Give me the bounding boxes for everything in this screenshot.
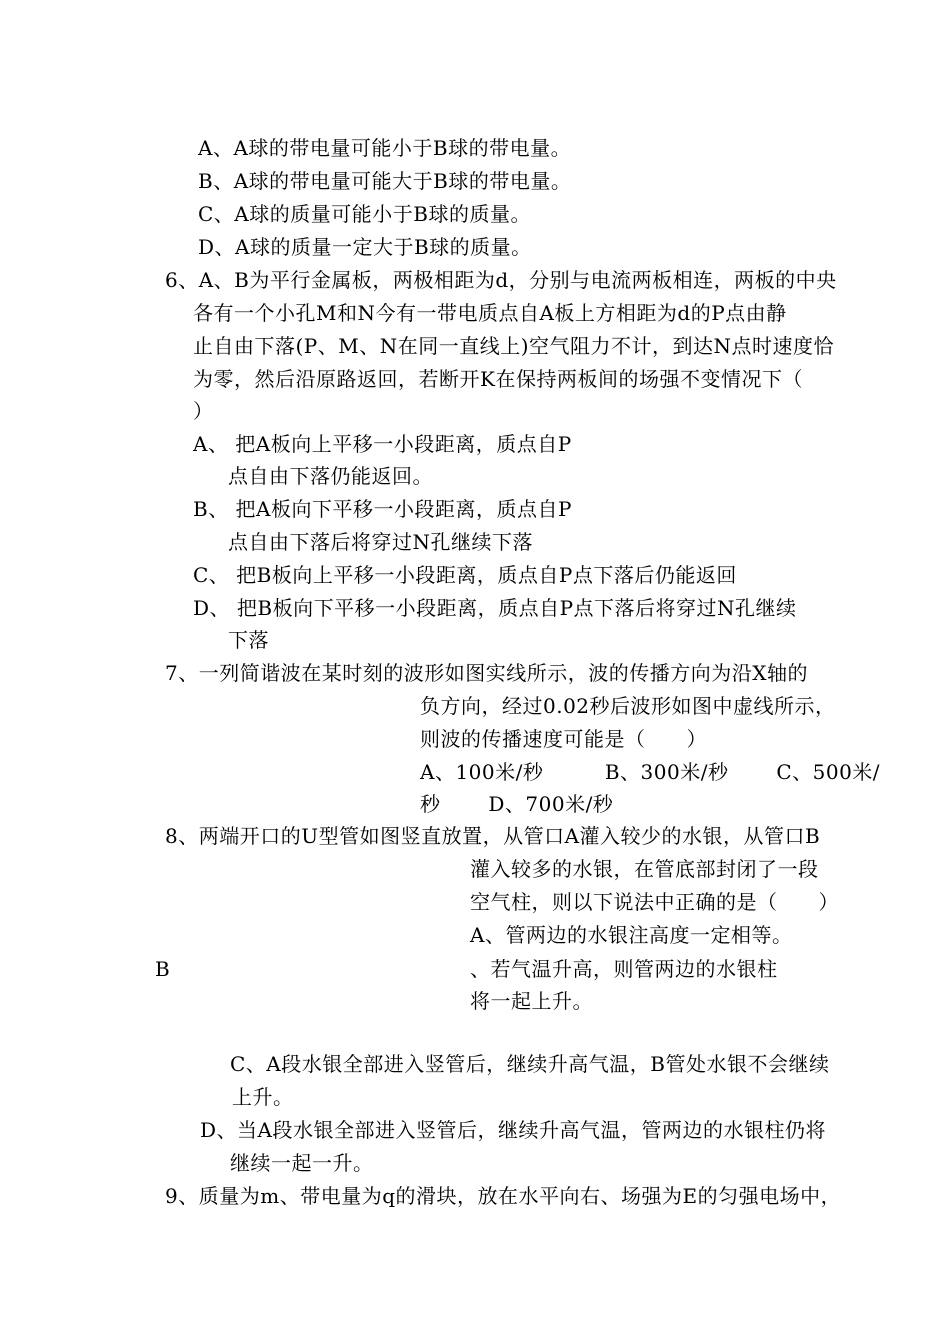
q6-option-a-cont: 点自由下落仍能返回。 [228, 464, 433, 488]
q8-option-a: A、管两边的水银注高度一定相等。 [470, 923, 793, 947]
q5-option-b: B、A球的带电量可能大于B球的带电量。 [198, 169, 572, 193]
q6-option-d-cont: 下落 [228, 628, 269, 652]
q6-stem-line: 止自由下落(P、M、N在同一直线上)空气阻力不计，到达N点时速度恰 [193, 334, 835, 358]
q7-options: 秒 D、700米/秒 [420, 792, 614, 816]
q5-option-c: C、A球的质量可能小于B球的质量。 [198, 202, 531, 226]
q8-option-d-cont: 继续一起一升。 [230, 1151, 374, 1175]
q8-line: 空气柱，则以下说法中正确的是（ ） [470, 890, 839, 914]
q6-option-c: C、 把B板向上平移一小段距离，质点自P点下落后仍能返回 [193, 563, 737, 587]
q8-option-c-cont: 上升。 [232, 1085, 294, 1109]
q7-line: 则波的传播速度可能是（ ） [420, 727, 707, 751]
q8-option-d: D、当A段水银全部进入竖管后，继续升高气温，管两边的水银柱仍将 [200, 1118, 826, 1142]
q6-stem-line: 各有一个小孔M和N今有一带电质点自A板上方相距为d的P点由静 [193, 301, 787, 325]
q6-stem-line: 6、A、B为平行金属板，两极相距为d，分别与电流两板相连，两板的中央 [165, 268, 837, 292]
q6-stem-line: 为零，然后沿原路返回，若断开K在保持两板间的场强不变情况下（ [193, 367, 803, 391]
q6-option-b-cont: 点自由下落后将穿过N孔继续下落 [228, 530, 533, 554]
q6-option-b: B、 把A板向下平移一小段距离，质点自P [193, 497, 572, 521]
q9-line: 9、质量为m、带电量为q的滑块，放在水平向右、场强为E的匀强电场中， [165, 1184, 842, 1208]
q8-line: 灌入较多的水银，在管底部封闭了一段 [470, 857, 819, 881]
q7-line: 7、一列简谐波在某时刻的波形如图实线所示，波的传播方向为沿X轴的 [165, 661, 808, 685]
q6-option-a: A、 把A板向上平移一小段距离，质点自P [193, 432, 572, 456]
q8-option-c: C、A段水银全部进入竖管后，继续升高气温，B管处水银不会继续 [230, 1052, 830, 1076]
q7-line: 负方向，经过0.02秒后波形如图中虚线所示， [420, 694, 836, 718]
q8-option-b: 、若气温升高，则管两边的水银柱 [470, 957, 778, 981]
q8-option-b-letter: B [155, 957, 171, 981]
q7-options: A、100米/秒 B、300米/秒 C、500米/ [420, 760, 881, 784]
q5-option-a: A、A球的带电量可能小于B球的带电量。 [198, 136, 572, 160]
q5-option-d: D、A球的质量一定大于B球的质量。 [198, 235, 532, 259]
q6-option-d: D、 把B板向下平移一小段距离，质点自P点下落后将穿过N孔继续 [193, 596, 797, 620]
q8-line: 8、两端开口的U型管如图竖直放置，从管口A灌入较少的水银，从管口B [165, 824, 821, 848]
q8-option-b-cont: 将一起上升。 [470, 989, 593, 1013]
q6-stem-line: ） [193, 399, 214, 423]
